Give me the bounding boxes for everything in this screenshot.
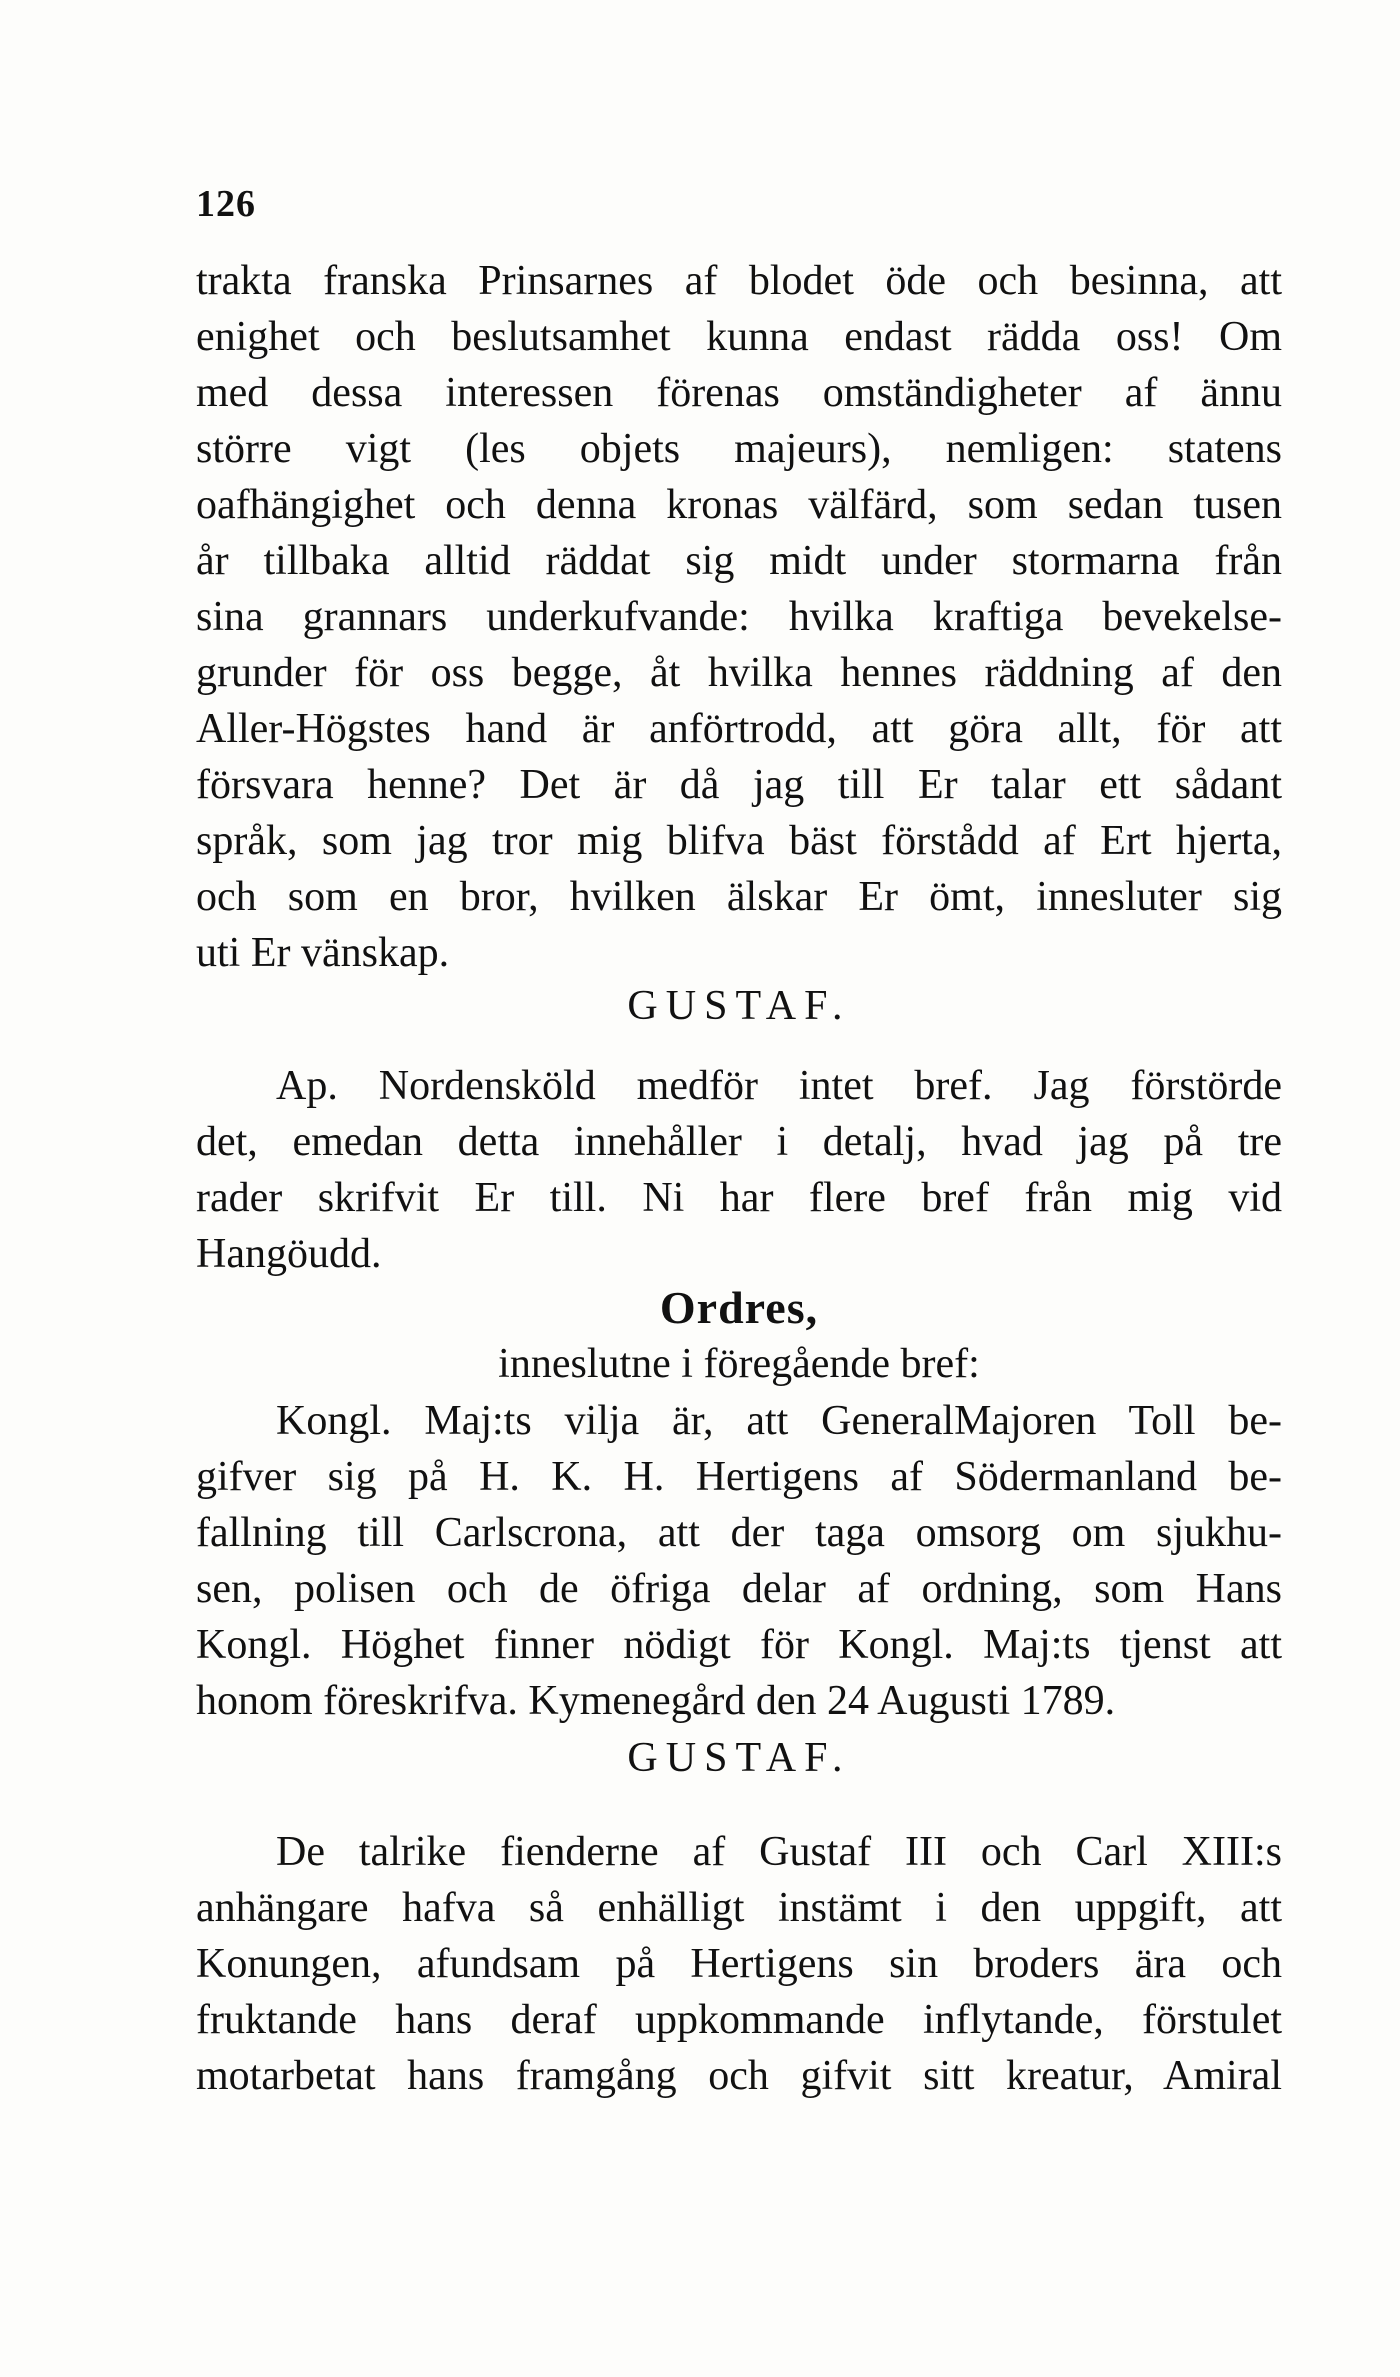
text-line: sen, polisen och de öfriga delar af ordning, som Hans [196,1566,1282,1612]
text-line: honom föreskrifva. Kymenegård den 24 Augusti 1789. [196,1678,1116,1724]
text-line: grunder för oss begge, åt hvilka hennes räddning af den [196,650,1282,696]
page-number: 126 [196,183,256,225]
paragraph-2 [196,1058,1282,1282]
signature: GUSTAF. [627,983,851,1029]
text-line: det, emedan detta innehåller i detalj, hvad jag på tre [196,1119,1282,1165]
text-line: fallning till Carlscrona, att der taga omsorg om sjukhu- [196,1510,1282,1556]
text-line: år tillbaka alltid räddat sig midt under stormarna från [196,538,1282,584]
text-line: Konungen, afundsam på Hertigens sin broders ära och [196,1941,1282,1987]
section-heading-block [196,1280,1282,1392]
section-heading: Ordres, [659,1282,819,1333]
text-line: rader skrifvit Er till. Ni har flere bref från mig vid [196,1175,1282,1221]
text-line: språk, som jag tror mig blifva bäst förstådd af Ert hjerta, [196,818,1282,864]
paragraph-3 [196,1393,1282,1729]
text-line: och som en bror, hvilken älskar Er ömt, innesluter sig [196,874,1282,920]
text-line: sina grannars underkufvande: hvilka kraftiga bevekelse- [196,594,1282,640]
text-line: uti Er vänskap. [196,930,450,976]
signature: GUSTAF. [627,1735,851,1781]
text-line: trakta franska Prinsarnes af blodet öde och besinna, att [196,258,1282,304]
text-line: med dessa interessen förenas omständigheter af ännu [196,370,1282,416]
text-line: Kongl. Höghet finner nödigt för Kongl. Maj:ts tjenst att [196,1622,1282,1668]
paragraph-4 [196,1824,1282,2104]
text-line: Hangöudd. [196,1231,382,1277]
section-subheading: inneslutne i föregående bref: [498,1341,980,1387]
text-line: oafhängighet och denna kronas välfärd, som sedan tusen [196,482,1282,528]
text-line: De talrike fienderne af Gustaf III och Carl XIII:s [276,1829,1282,1875]
text-line: anhängare hafva så enhälligt instämt i den uppgift, att [196,1885,1282,1931]
text-line: Aller-Högstes hand är anförtrodd, att göra allt, för att [196,706,1282,752]
paragraph-1 [196,253,1282,981]
text-line: Ap. Nordensköld medför intet bref. Jag förstörde [276,1063,1282,1109]
signature-2-block [196,1730,1282,1786]
text-line: motarbetat hans framgång och gifvit sitt kreatur, Amiral [196,2053,1282,2099]
text-line: större vigt (les objets majeurs), nemligen: statens [196,426,1282,472]
signature-1-block [196,978,1282,1034]
text-line: Kongl. Maj:ts vilja är, att GeneralMajoren Toll be- [276,1398,1282,1444]
text-line: försvara henne? Det är då jag till Er talar ett sådant [196,762,1282,808]
text-line: fruktande hans deraf uppkommande inflytande, förstulet [196,1997,1282,2043]
text-line: gifver sig på H. K. H. Hertigens af Södermanland be- [196,1454,1282,1500]
text-line: enighet och beslutsamhet kunna endast rädda oss! Om [196,314,1282,360]
